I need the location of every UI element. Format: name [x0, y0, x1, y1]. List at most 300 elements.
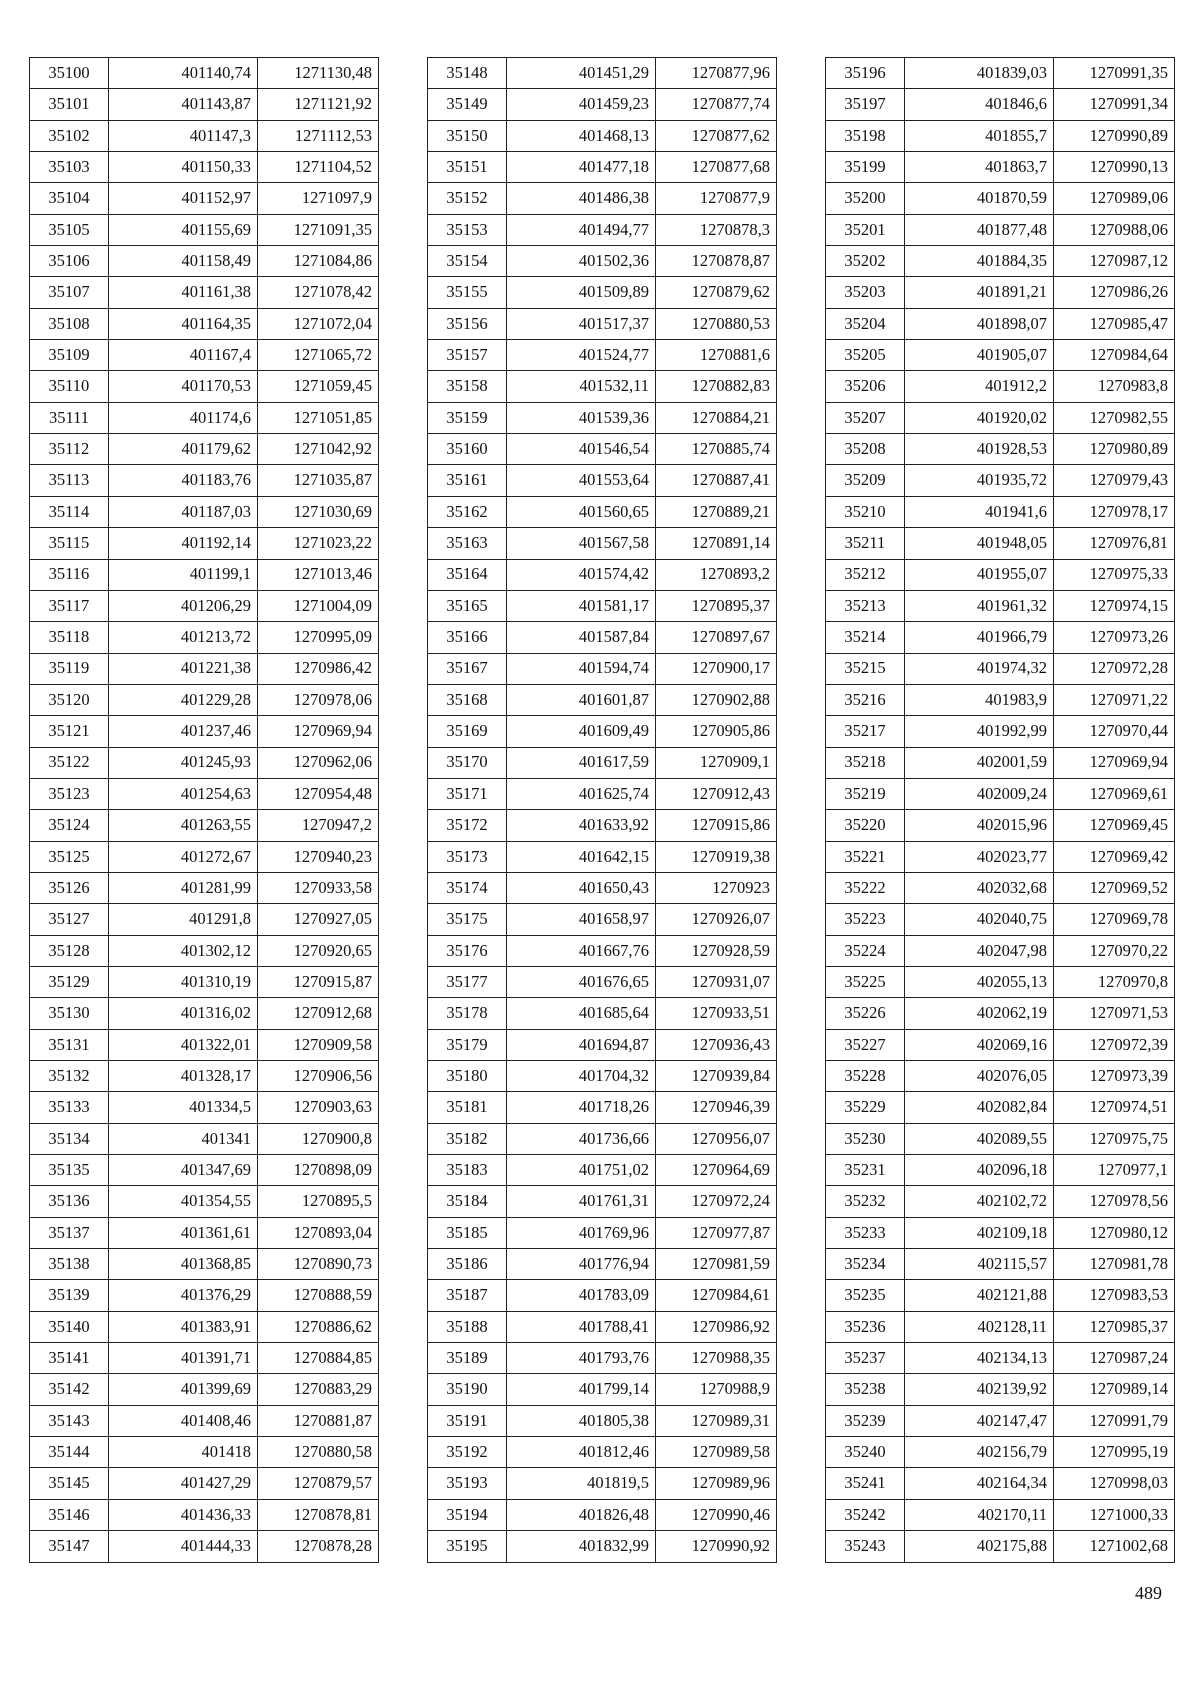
point-number-cell: 35148 [428, 58, 507, 89]
y-coordinate-cell: 1270991,34 [1054, 89, 1175, 120]
y-coordinate-cell: 1270987,24 [1054, 1343, 1175, 1374]
point-number-cell: 35160 [428, 434, 507, 465]
x-coordinate-cell: 401155,69 [109, 214, 258, 245]
table-row [428, 998, 777, 1029]
y-coordinate-cell: 1270989,58 [656, 1437, 777, 1468]
table-row [826, 778, 1175, 809]
table-row [30, 214, 379, 245]
y-coordinate-cell: 1270900,8 [258, 1123, 379, 1154]
point-number-cell: 35120 [30, 684, 109, 715]
x-coordinate-cell: 401761,31 [507, 1186, 656, 1217]
y-coordinate-cell: 1271065,72 [258, 340, 379, 371]
y-coordinate-cell: 1271084,86 [258, 246, 379, 277]
y-coordinate-cell: 1270970,22 [1054, 935, 1175, 966]
point-number-cell: 35106 [30, 246, 109, 277]
point-number-cell: 35155 [428, 277, 507, 308]
x-coordinate-cell: 401192,14 [109, 528, 258, 559]
table-row [826, 810, 1175, 841]
point-number-cell: 35107 [30, 277, 109, 308]
table-row [826, 183, 1175, 214]
table-row [30, 183, 379, 214]
point-number-cell: 35116 [30, 559, 109, 590]
table-row [428, 308, 777, 339]
x-coordinate-cell: 402102,72 [905, 1186, 1054, 1217]
y-coordinate-cell: 1270985,37 [1054, 1311, 1175, 1342]
x-coordinate-cell: 401532,11 [507, 371, 656, 402]
y-coordinate-cell: 1270886,62 [258, 1311, 379, 1342]
point-number-cell: 35205 [826, 340, 905, 371]
point-number-cell: 35217 [826, 716, 905, 747]
x-coordinate-cell: 401587,84 [507, 622, 656, 653]
point-number-cell: 35104 [30, 183, 109, 214]
table-row [826, 935, 1175, 966]
table-row [428, 58, 777, 89]
y-coordinate-cell: 1270915,86 [656, 810, 777, 841]
x-coordinate-cell: 401147,3 [109, 120, 258, 151]
point-number-cell: 35172 [428, 810, 507, 841]
point-number-cell: 35109 [30, 340, 109, 371]
point-number-cell: 35149 [428, 89, 507, 120]
y-coordinate-cell: 1271013,46 [258, 559, 379, 590]
x-coordinate-cell: 402076,05 [905, 1061, 1054, 1092]
y-coordinate-cell: 1270969,42 [1054, 841, 1175, 872]
table-row [428, 246, 777, 277]
x-coordinate-cell: 401206,29 [109, 590, 258, 621]
x-coordinate-cell: 401263,55 [109, 810, 258, 841]
table-row [428, 434, 777, 465]
x-coordinate-cell: 401524,77 [507, 340, 656, 371]
table-row [826, 1092, 1175, 1123]
x-coordinate-cell: 401354,55 [109, 1186, 258, 1217]
y-coordinate-cell: 1271112,53 [258, 120, 379, 151]
point-number-cell: 35168 [428, 684, 507, 715]
point-number-cell: 35232 [826, 1186, 905, 1217]
y-coordinate-cell: 1270890,73 [258, 1249, 379, 1280]
table-row [826, 622, 1175, 653]
y-coordinate-cell: 1271030,69 [258, 496, 379, 527]
y-coordinate-cell: 1270988,9 [656, 1374, 777, 1405]
point-number-cell: 35127 [30, 904, 109, 935]
y-coordinate-cell: 1270986,42 [258, 653, 379, 684]
table-row [428, 496, 777, 527]
table-row [826, 528, 1175, 559]
x-coordinate-cell: 401347,69 [109, 1155, 258, 1186]
y-coordinate-cell: 1270884,85 [258, 1343, 379, 1374]
table-row [30, 1499, 379, 1530]
table-row [428, 214, 777, 245]
point-number-cell: 35102 [30, 120, 109, 151]
point-number-cell: 35207 [826, 402, 905, 433]
y-coordinate-cell: 1270980,89 [1054, 434, 1175, 465]
point-number-cell: 35182 [428, 1123, 507, 1154]
point-number-cell: 35198 [826, 120, 905, 151]
y-coordinate-cell: 1270912,68 [258, 998, 379, 1029]
x-coordinate-cell: 401769,96 [507, 1217, 656, 1248]
table-row [428, 89, 777, 120]
table-row [428, 778, 777, 809]
y-coordinate-cell: 1270893,2 [656, 559, 777, 590]
table-row [428, 152, 777, 183]
point-number-cell: 35147 [30, 1531, 109, 1562]
table-row [30, 1186, 379, 1217]
table-row [826, 559, 1175, 590]
x-coordinate-cell: 401955,07 [905, 559, 1054, 590]
x-coordinate-cell: 402134,13 [905, 1343, 1054, 1374]
y-coordinate-cell: 1270882,83 [656, 371, 777, 402]
point-number-cell: 35187 [428, 1280, 507, 1311]
x-coordinate-cell: 401383,91 [109, 1311, 258, 1342]
table-row [30, 340, 379, 371]
x-coordinate-cell: 401609,49 [507, 716, 656, 747]
point-number-cell: 35101 [30, 89, 109, 120]
point-number-cell: 35193 [428, 1468, 507, 1499]
point-number-cell: 35122 [30, 747, 109, 778]
point-number-cell: 35170 [428, 747, 507, 778]
point-number-cell: 35237 [826, 1343, 905, 1374]
x-coordinate-cell: 401805,38 [507, 1405, 656, 1436]
point-number-cell: 35191 [428, 1405, 507, 1436]
y-coordinate-cell: 1270947,2 [258, 810, 379, 841]
table-row [428, 841, 777, 872]
point-number-cell: 35110 [30, 371, 109, 402]
point-number-cell: 35121 [30, 716, 109, 747]
y-coordinate-cell: 1270895,5 [258, 1186, 379, 1217]
point-number-cell: 35230 [826, 1123, 905, 1154]
table-row [428, 277, 777, 308]
point-number-cell: 35150 [428, 120, 507, 151]
y-coordinate-cell: 1270909,1 [656, 747, 777, 778]
x-coordinate-cell: 401685,64 [507, 998, 656, 1029]
x-coordinate-cell: 401783,09 [507, 1280, 656, 1311]
page-number: 489 [1135, 1583, 1162, 1603]
y-coordinate-cell: 1270989,14 [1054, 1374, 1175, 1405]
y-coordinate-cell: 1271121,92 [258, 89, 379, 120]
y-coordinate-cell: 1270977,1 [1054, 1155, 1175, 1186]
x-coordinate-cell: 402096,18 [905, 1155, 1054, 1186]
table-row [428, 904, 777, 935]
y-coordinate-cell: 1270998,03 [1054, 1468, 1175, 1499]
x-coordinate-cell: 401158,49 [109, 246, 258, 277]
table-row [826, 1280, 1175, 1311]
table-row [826, 1186, 1175, 1217]
x-coordinate-cell: 401941,6 [905, 496, 1054, 527]
point-number-cell: 35117 [30, 590, 109, 621]
y-coordinate-cell: 1270936,43 [656, 1029, 777, 1060]
x-coordinate-cell: 401905,07 [905, 340, 1054, 371]
table-row [826, 246, 1175, 277]
x-coordinate-cell: 401974,32 [905, 653, 1054, 684]
y-coordinate-cell: 1270880,53 [656, 308, 777, 339]
y-coordinate-cell: 1270928,59 [656, 935, 777, 966]
y-coordinate-cell: 1270902,88 [656, 684, 777, 715]
point-number-cell: 35222 [826, 872, 905, 903]
x-coordinate-cell: 401150,33 [109, 152, 258, 183]
x-coordinate-cell: 402164,34 [905, 1468, 1054, 1499]
point-number-cell: 35125 [30, 841, 109, 872]
table-row [30, 58, 379, 89]
point-number-cell: 35166 [428, 622, 507, 653]
point-number-cell: 35240 [826, 1437, 905, 1468]
y-coordinate-cell: 1270969,78 [1054, 904, 1175, 935]
y-coordinate-cell: 1270933,58 [258, 872, 379, 903]
x-coordinate-cell: 401935,72 [905, 465, 1054, 496]
table-row [428, 1217, 777, 1248]
y-coordinate-cell: 1270986,26 [1054, 277, 1175, 308]
x-coordinate-cell: 401567,58 [507, 528, 656, 559]
x-coordinate-cell: 401832,99 [507, 1531, 656, 1562]
x-coordinate-cell: 401718,26 [507, 1092, 656, 1123]
x-coordinate-cell: 401539,36 [507, 402, 656, 433]
x-coordinate-cell: 402121,88 [905, 1280, 1054, 1311]
x-coordinate-cell: 401509,89 [507, 277, 656, 308]
table-row [30, 1311, 379, 1342]
point-number-cell: 35208 [826, 434, 905, 465]
y-coordinate-cell: 1270978,17 [1054, 496, 1175, 527]
x-coordinate-cell: 402175,88 [905, 1531, 1054, 1562]
y-coordinate-cell: 1270879,62 [656, 277, 777, 308]
point-number-cell: 35173 [428, 841, 507, 872]
point-number-cell: 35163 [428, 528, 507, 559]
y-coordinate-cell: 1270877,68 [656, 152, 777, 183]
table-row [428, 653, 777, 684]
y-coordinate-cell: 1270954,48 [258, 778, 379, 809]
point-number-cell: 35135 [30, 1155, 109, 1186]
x-coordinate-cell: 401819,5 [507, 1468, 656, 1499]
y-coordinate-cell: 1270975,33 [1054, 559, 1175, 590]
point-number-cell: 35130 [30, 998, 109, 1029]
point-number-cell: 35225 [826, 966, 905, 997]
y-coordinate-cell: 1270989,06 [1054, 183, 1175, 214]
y-coordinate-cell: 1270956,07 [656, 1123, 777, 1154]
x-coordinate-cell: 401199,1 [109, 559, 258, 590]
point-number-cell: 35165 [428, 590, 507, 621]
table-row [428, 1405, 777, 1436]
x-coordinate-cell: 401992,99 [905, 716, 1054, 747]
point-number-cell: 35197 [826, 89, 905, 120]
x-coordinate-cell: 401948,05 [905, 528, 1054, 559]
x-coordinate-cell: 401322,01 [109, 1029, 258, 1060]
point-number-cell: 35190 [428, 1374, 507, 1405]
y-coordinate-cell: 1270969,52 [1054, 872, 1175, 903]
table-row [826, 152, 1175, 183]
point-number-cell: 35115 [30, 528, 109, 559]
x-coordinate-cell: 401361,61 [109, 1217, 258, 1248]
x-coordinate-cell: 401179,62 [109, 434, 258, 465]
y-coordinate-cell: 1270988,35 [656, 1343, 777, 1374]
x-coordinate-cell: 401574,42 [507, 559, 656, 590]
point-number-cell: 35195 [428, 1531, 507, 1562]
point-number-cell: 35114 [30, 496, 109, 527]
x-coordinate-cell: 401328,17 [109, 1061, 258, 1092]
point-number-cell: 35181 [428, 1092, 507, 1123]
x-coordinate-cell: 402082,84 [905, 1092, 1054, 1123]
table-row [30, 716, 379, 747]
x-coordinate-cell: 401983,9 [905, 684, 1054, 715]
point-number-cell: 35194 [428, 1499, 507, 1530]
point-number-cell: 35151 [428, 152, 507, 183]
table-row [30, 1092, 379, 1123]
x-coordinate-cell: 401694,87 [507, 1029, 656, 1060]
y-coordinate-cell: 1270972,28 [1054, 653, 1175, 684]
point-number-cell: 35214 [826, 622, 905, 653]
table-row [428, 935, 777, 966]
table-row [826, 308, 1175, 339]
point-number-cell: 35132 [30, 1061, 109, 1092]
table-row [30, 966, 379, 997]
x-coordinate-cell: 401912,2 [905, 371, 1054, 402]
y-coordinate-cell: 1270878,3 [656, 214, 777, 245]
x-coordinate-cell: 401846,6 [905, 89, 1054, 120]
point-number-cell: 35211 [826, 528, 905, 559]
table-row [826, 1531, 1175, 1562]
table-row [30, 120, 379, 151]
x-coordinate-cell: 401546,54 [507, 434, 656, 465]
y-coordinate-cell: 1270970,44 [1054, 716, 1175, 747]
table-row [428, 1374, 777, 1405]
y-coordinate-cell: 1270903,63 [258, 1092, 379, 1123]
table-row [30, 1343, 379, 1374]
y-coordinate-cell: 1270974,15 [1054, 590, 1175, 621]
point-number-cell: 35133 [30, 1092, 109, 1123]
table-row [30, 1531, 379, 1562]
table-row [428, 810, 777, 841]
y-coordinate-cell: 1270975,75 [1054, 1123, 1175, 1154]
x-coordinate-cell: 401164,35 [109, 308, 258, 339]
coordinate-table-2 [427, 57, 777, 1563]
y-coordinate-cell: 1270973,26 [1054, 622, 1175, 653]
x-coordinate-cell: 401444,33 [109, 1531, 258, 1562]
y-coordinate-cell: 1270885,74 [656, 434, 777, 465]
x-coordinate-cell: 402147,47 [905, 1405, 1054, 1436]
table-row [428, 1123, 777, 1154]
table-row [826, 1311, 1175, 1342]
y-coordinate-cell: 1270971,22 [1054, 684, 1175, 715]
y-coordinate-cell: 1270946,39 [656, 1092, 777, 1123]
x-coordinate-cell: 402055,13 [905, 966, 1054, 997]
table-row [826, 684, 1175, 715]
point-number-cell: 35169 [428, 716, 507, 747]
point-number-cell: 35243 [826, 1531, 905, 1562]
table-row [30, 496, 379, 527]
x-coordinate-cell: 401877,48 [905, 214, 1054, 245]
x-coordinate-cell: 401581,17 [507, 590, 656, 621]
y-coordinate-cell: 1270900,17 [656, 653, 777, 684]
point-number-cell: 35210 [826, 496, 905, 527]
x-coordinate-cell: 401174,6 [109, 402, 258, 433]
point-number-cell: 35142 [30, 1374, 109, 1405]
x-coordinate-cell: 401341 [109, 1123, 258, 1154]
table-row [30, 1437, 379, 1468]
point-number-cell: 35129 [30, 966, 109, 997]
y-coordinate-cell: 1270972,39 [1054, 1029, 1175, 1060]
y-coordinate-cell: 1270978,06 [258, 684, 379, 715]
x-coordinate-cell: 401642,15 [507, 841, 656, 872]
x-coordinate-cell: 402062,19 [905, 998, 1054, 1029]
y-coordinate-cell: 1270881,6 [656, 340, 777, 371]
table-row [30, 904, 379, 935]
x-coordinate-cell: 401170,53 [109, 371, 258, 402]
y-coordinate-cell: 1270898,09 [258, 1155, 379, 1186]
table-row [826, 841, 1175, 872]
y-coordinate-cell: 1270991,79 [1054, 1405, 1175, 1436]
point-number-cell: 35138 [30, 1249, 109, 1280]
y-coordinate-cell: 1270979,43 [1054, 465, 1175, 496]
table-row [30, 872, 379, 903]
table-row [30, 528, 379, 559]
x-coordinate-cell: 401187,03 [109, 496, 258, 527]
point-number-cell: 35118 [30, 622, 109, 653]
table-row [826, 1343, 1175, 1374]
table-row [30, 465, 379, 496]
table-row [826, 653, 1175, 684]
table-row [428, 1155, 777, 1186]
table-row [30, 559, 379, 590]
table-row [826, 402, 1175, 433]
x-coordinate-cell: 401161,38 [109, 277, 258, 308]
table-row [428, 371, 777, 402]
x-coordinate-cell: 401310,19 [109, 966, 258, 997]
table-row [826, 872, 1175, 903]
y-coordinate-cell: 1270878,81 [258, 1499, 379, 1530]
x-coordinate-cell: 401408,46 [109, 1405, 258, 1436]
x-coordinate-cell: 402040,75 [905, 904, 1054, 935]
table-row [30, 810, 379, 841]
x-coordinate-cell: 401391,71 [109, 1343, 258, 1374]
point-number-cell: 35105 [30, 214, 109, 245]
point-number-cell: 35144 [30, 1437, 109, 1468]
x-coordinate-cell: 401966,79 [905, 622, 1054, 653]
x-coordinate-cell: 401221,38 [109, 653, 258, 684]
x-coordinate-cell: 401601,87 [507, 684, 656, 715]
y-coordinate-cell: 1270889,21 [656, 496, 777, 527]
point-number-cell: 35153 [428, 214, 507, 245]
x-coordinate-cell: 401839,03 [905, 58, 1054, 89]
table-row [826, 277, 1175, 308]
point-number-cell: 35167 [428, 653, 507, 684]
table-row [30, 1123, 379, 1154]
y-coordinate-cell: 1270877,74 [656, 89, 777, 120]
table-row [428, 340, 777, 371]
point-number-cell: 35218 [826, 747, 905, 778]
y-coordinate-cell: 1271035,87 [258, 465, 379, 496]
table-row [30, 89, 379, 120]
x-coordinate-cell: 401368,85 [109, 1249, 258, 1280]
table-row [30, 1249, 379, 1280]
point-number-cell: 35236 [826, 1311, 905, 1342]
table-row [428, 1029, 777, 1060]
table-row [826, 1374, 1175, 1405]
y-coordinate-cell: 1270984,64 [1054, 340, 1175, 371]
point-number-cell: 35200 [826, 183, 905, 214]
table-row [826, 998, 1175, 1029]
x-coordinate-cell: 401667,76 [507, 935, 656, 966]
table-row [826, 590, 1175, 621]
point-number-cell: 35242 [826, 1499, 905, 1530]
x-coordinate-cell: 402015,96 [905, 810, 1054, 841]
y-coordinate-cell: 1271004,09 [258, 590, 379, 621]
x-coordinate-cell: 402156,79 [905, 1437, 1054, 1468]
table-row [428, 402, 777, 433]
point-number-cell: 35161 [428, 465, 507, 496]
y-coordinate-cell: 1270990,92 [656, 1531, 777, 1562]
y-coordinate-cell: 1270984,61 [656, 1280, 777, 1311]
point-number-cell: 35239 [826, 1405, 905, 1436]
table-row [826, 1437, 1175, 1468]
table-row [30, 1155, 379, 1186]
point-number-cell: 35131 [30, 1029, 109, 1060]
table-row [826, 1029, 1175, 1060]
table-row [30, 935, 379, 966]
